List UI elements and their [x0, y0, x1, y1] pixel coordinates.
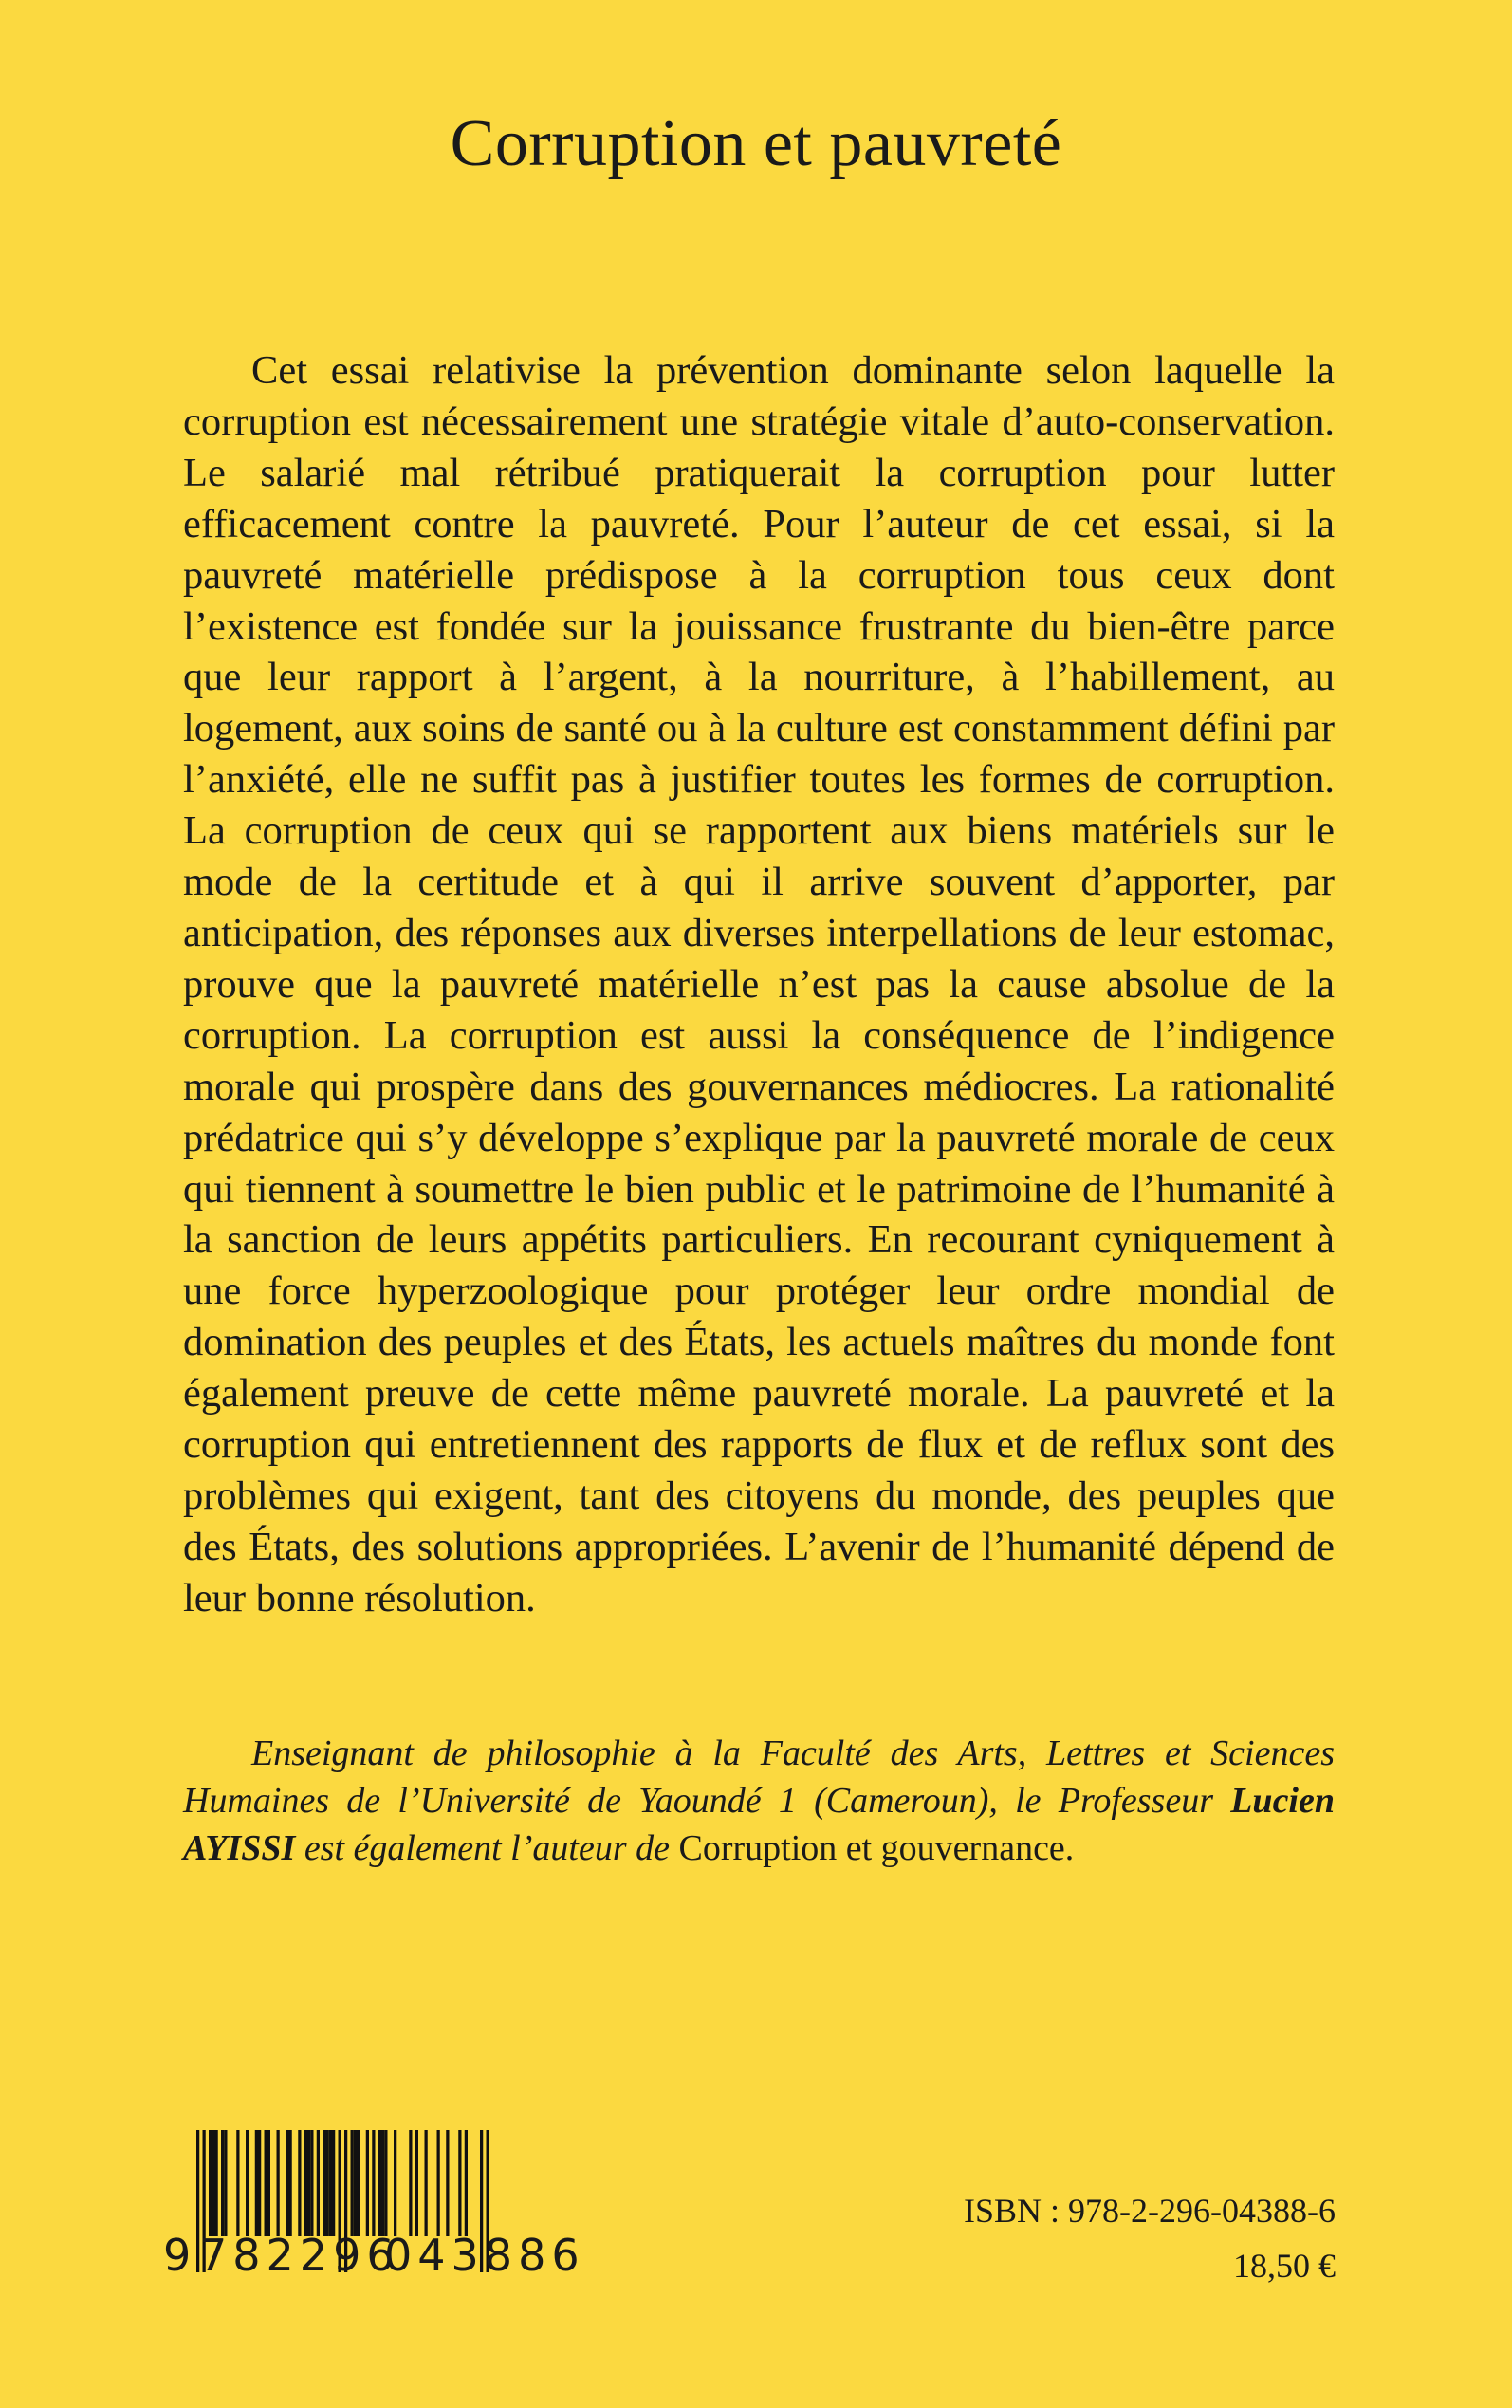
price: 18,50 €	[1233, 2247, 1336, 2285]
barcode-bar	[212, 2130, 214, 2236]
barcode-bar	[351, 2130, 354, 2236]
barcode-bar	[357, 2130, 360, 2236]
barcode-bar	[372, 2130, 375, 2236]
barcode-bar	[317, 2130, 320, 2236]
barcode-bar	[224, 2130, 227, 2236]
barcode-bar	[246, 2130, 249, 2236]
barcode-digit-lead: 9	[163, 2230, 193, 2281]
barcode-digits-left: 782296	[199, 2230, 400, 2281]
barcode-bar	[437, 2130, 440, 2236]
barcode-bar	[258, 2130, 261, 2236]
barcode-digits-right: 043886	[384, 2230, 585, 2281]
barcode-bar	[307, 2130, 310, 2236]
barcode-bar	[209, 2130, 212, 2236]
other-book-title: Corruption et gouvernance	[678, 1828, 1065, 1868]
barcode-bar	[458, 2130, 461, 2236]
bio-middle: est également l’auteur de	[295, 1828, 679, 1868]
barcode-bar	[286, 2130, 288, 2236]
bio-end: .	[1064, 1828, 1075, 1868]
barcode-bar	[329, 2130, 332, 2236]
barcode-bar	[323, 2130, 325, 2236]
book-title: Corruption et pauvreté	[450, 107, 1062, 180]
barcode-bar	[277, 2130, 280, 2236]
book-summary: Cet essai relativise la prévention dominante selon laquelle la corruption est nécessairement une stratégie vitale d’auto-conservation. Le salarié mal rétribué pratiquerait la corruption pour lutter efficacement contre la pauvreté. Pour l’auteur de cet essai, si la pauvreté matérielle prédispose à la corruption tous ceux dont l’existence est fondée sur la jouissance frustrante du bien-être parce que leur rapport à l’argent, à la nourriture, à l’habillement, au logement, aux soins de santé ou à la culture est constamment défini par l’anxiété, elle ne suffit pas à justifier toutes les formes de corruption. La corruption de ceux qui se rapportent aux biens matériels sur le mode de la certitude et à qui il arrive souvent d’apporter, par anticipation, des réponses aux diverses interpellations de leur estomac, prouve que la pauvreté matérielle n’est pas la cause absolue de la corruption. La corruption est aussi la conséquence de l’indigence morale qui prospère dans des gouvernances médiocres. La rationalité prédatrice qui s’y développe s’explique par la pauvreté morale de ceux qui tiennent à soumettre le bien public et le patrimoine de l’humanité à la sanction de leurs appétits particuliers. En recourant cyniquement à une force hyperzoologique pour protéger leur ordre mondial de domination des peuples et des États, les actuels maîtres du monde font également preuve de cette même pauvreté morale. La pauvreté et la corruption qui entretiennent des rapports de flux et de reflux sont des problèmes qui exigent, tant des citoyens du monde, des peuples que des États, des solutions appropriées. L’avenir de l’humanité dépend de leur bonne résolution.	[183, 348, 1335, 1621]
barcode-bar	[425, 2130, 428, 2236]
bio-intro: Enseignant de philosophie à la Faculté des Arts, Lettres et Sciences Humaines de l’Université de Yaoundé 1 (Cameroun), le Professeur	[183, 1733, 1335, 1821]
author-name: Lucien AYISSI	[183, 1781, 1335, 1868]
barcode-bar	[378, 2130, 381, 2236]
barcode-bar	[326, 2130, 329, 2236]
barcode-bar	[415, 2130, 418, 2236]
barcode-bar	[298, 2130, 301, 2236]
barcode-bar	[409, 2130, 412, 2236]
barcode-bar	[394, 2130, 396, 2236]
barcode-bar	[381, 2130, 384, 2236]
barcode-bar	[267, 2130, 270, 2236]
barcode-bar	[310, 2130, 313, 2236]
barcode-bar	[366, 2130, 369, 2236]
barcode-bar	[289, 2130, 292, 2236]
barcode-bar	[255, 2130, 258, 2236]
author-bio	[183, 1730, 1335, 1872]
barcode-bar	[354, 2130, 357, 2236]
barcode-bar	[304, 2130, 307, 2236]
barcode-bar	[332, 2130, 335, 2236]
barcode-bar	[215, 2130, 218, 2236]
isbn: ISBN : 978-2-296-04388-6	[964, 2192, 1336, 2230]
barcode-bar	[221, 2130, 224, 2236]
barcode-bar	[236, 2130, 239, 2236]
barcode-bar	[465, 2130, 468, 2236]
barcode-bar	[446, 2130, 449, 2236]
barcode-bar	[384, 2130, 387, 2236]
barcode-bar	[265, 2130, 267, 2236]
